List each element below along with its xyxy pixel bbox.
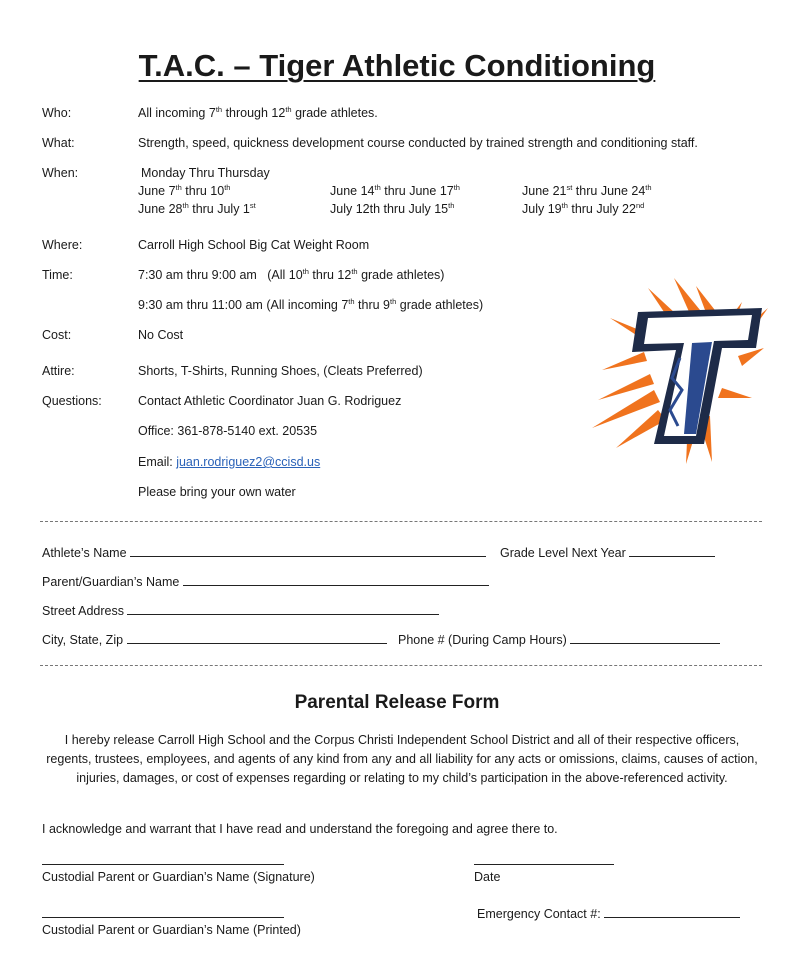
time-line-1: 7:30 am thru 9:00 am (All 10th thru 12th grade athletes) — [138, 266, 445, 282]
signature-line[interactable] — [42, 864, 284, 865]
what-value: Strength, speed, quickness development course conducted by trained strength and conditioning staff. — [138, 136, 698, 150]
water-note: Please bring your own water — [138, 485, 296, 499]
office-phone: Office: 361-878-5140 ext. 20535 — [138, 424, 318, 438]
email-line — [138, 455, 320, 469]
release-paragraph: I hereby release Carroll High School and the Corpus Christi Independent School District and all of their respective officers, regents, trustees, employees, and agents of any kind from any and all liability for any acts or omissions, claims, causes of action, injuries, damages, or cost of expenses regarding or relating to my child’s participation in the above-referenced activity. — [46, 733, 758, 785]
what-label: What: — [42, 136, 75, 150]
when-date-4: June 28th thru July 1st — [138, 200, 256, 216]
time-label: Time: — [42, 268, 73, 282]
when-date-6: July 19th thru July 22nd — [522, 200, 645, 216]
date-label: Date — [474, 870, 501, 884]
contact-text: Contact Athletic Coordinator Juan G. Rodriguez — [138, 394, 402, 408]
when-date-5: July 12th thru July 15th — [330, 200, 455, 216]
acknowledge-text: I acknowledge and warrant that I have read and understand the foregoing and agree there to. — [42, 822, 558, 836]
when-days: Monday Thru Thursday — [141, 166, 270, 180]
attire-value: Shorts, T-Shirts, Running Shoes, (Cleats Preferred) — [138, 364, 423, 378]
printed-name-line[interactable] — [42, 917, 284, 918]
who-label: Who: — [42, 106, 72, 120]
divider-bottom — [40, 665, 762, 666]
when-date-3: June 21st thru June 24th — [522, 182, 652, 198]
where-value: Carroll High School Big Cat Weight Room — [138, 238, 370, 252]
email-label: Email: — [138, 455, 177, 469]
who-value: All incoming 7th through 12th grade athletes. — [138, 104, 378, 120]
printed-name-label: Custodial Parent or Guardian’s Name (Printed) — [42, 923, 301, 937]
questions-label: Questions: — [42, 394, 102, 408]
when-date-2: June 14th thru June 17th — [330, 182, 460, 198]
cost-value: No Cost — [138, 328, 184, 342]
attire-label: Attire: — [42, 364, 75, 378]
release-heading: Parental Release Form — [294, 692, 500, 713]
where-label: Where: — [42, 238, 83, 252]
page-title: T.A.C. – Tiger Athletic Conditioning — [138, 48, 656, 83]
phone-field[interactable]: Phone # (During Camp Hours) — [398, 632, 720, 647]
athlete-name-field[interactable]: Athlete’s Name — [42, 545, 486, 560]
email-link[interactable]: juan.rodriguez2@ccisd.us — [176, 455, 321, 469]
parent-name-field[interactable]: Parent/Guardian’s Name — [42, 574, 489, 589]
divider-top — [40, 521, 762, 522]
signature-label: Custodial Parent or Guardian’s Name (Signature) — [42, 870, 315, 884]
cost-label: Cost: — [42, 328, 72, 342]
city-state-zip-field[interactable]: City, State, Zip — [42, 632, 387, 647]
when-date-1: June 7th thru 10th — [138, 182, 231, 198]
street-address-field[interactable]: Street Address — [42, 603, 439, 618]
when-label: When: — [42, 166, 79, 180]
grade-level-field[interactable]: Grade Level Next Year — [500, 545, 715, 560]
emergency-contact-field[interactable]: Emergency Contact #: — [477, 906, 740, 921]
time-line-2: 9:30 am thru 11:00 am (All incoming 7th thru 9th grade athletes) — [138, 296, 484, 312]
tiger-t-logo-icon — [592, 278, 772, 468]
date-line[interactable] — [474, 864, 614, 865]
